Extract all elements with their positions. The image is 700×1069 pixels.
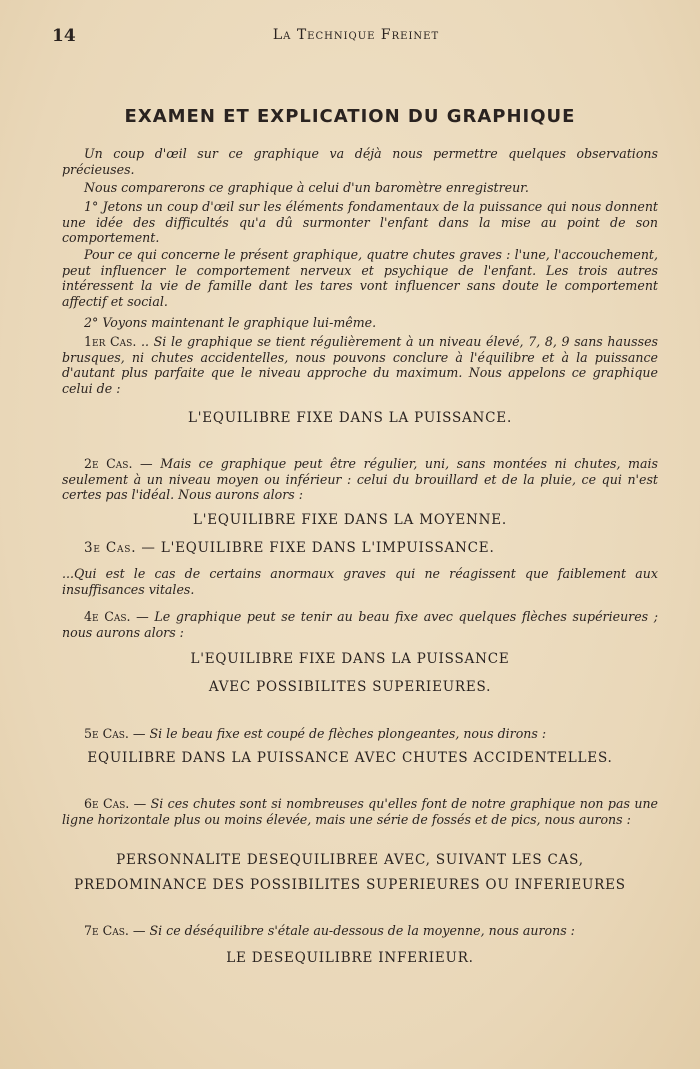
- page-number: 14: [52, 26, 76, 46]
- case-4-label: 4e Cas.: [84, 609, 131, 624]
- page-header: [52, 26, 660, 46]
- case-1-label: 1er Cas.: [84, 334, 137, 349]
- running-title: La Technique Freinet: [272, 27, 440, 43]
- case-2-result: L'EQUILIBRE FIXE DANS LA MOYENNE.: [192, 512, 508, 528]
- paragraph-2: Nous comparerons ce graphique à celui d'un baromètre enregistreur.: [84, 180, 529, 195]
- case-5-paragraph: [62, 726, 658, 742]
- paragraph-3: 1° Jetons un coup d'œil sur les éléments fondamentaux de la puissance qui nous donnent une idée des difficultés qu'a dû surmonter l'enfant dans la mise au point de son comportement.: [62, 199, 658, 245]
- paragraph-1: Un coup d'œil sur ce graphique va déjà nous permettre quelques observations précieuses.: [62, 146, 658, 177]
- paragraph-5: 2° Voyons maintenant le graphique lui-même.: [84, 315, 377, 330]
- section-title: EXAMEN ET EXPLICATION DU GRAPHIQUE: [124, 106, 576, 127]
- case-4-result-line-2: AVEC POSSIBILITES SUPERIEURES.: [208, 679, 492, 695]
- case-4-text: — Le graphique peut se tenir au beau fixe avec quelques flèches supérieures ; nous aurons alors :: [62, 609, 658, 640]
- case-5-text: — Si le beau fixe est coupé de flèches plongeantes, nous dirons :: [128, 726, 547, 741]
- case-2-text: — Mais ce graphique peut être régulier, uni, sans montées ni chutes, mais seulement à un niveau moyen ou inférieur : celui du brouillard et de la pluie, ce qui n'est certes pas l'idéal. Nous aurons alors :: [62, 456, 658, 502]
- case-7-result: LE DESEQUILIBRE INFERIEUR.: [226, 950, 474, 966]
- case-5-result: EQUILIBRE DANS LA PUISSANCE AVEC CHUTES ACCIDENTELLES.: [87, 750, 613, 766]
- case-1-text: .. Si le graphique se tient régulièrement à un niveau élevé, 7, 8, 9 sans hausses brusques, ni chutes accidentelles, nous pouvons conclure à l'équilibre et à la puissance d'autant plus parfaite que le niveau approche du maximum. Nous appelons ce graphique celui de :: [62, 334, 658, 396]
- case-6-result-line-2: PREDOMINANCE DES POSSIBILITES SUPERIEURES OU INFERIEURES: [74, 877, 626, 893]
- case-3-label: 3e Cas.: [84, 540, 137, 556]
- case-2-paragraph: [62, 456, 658, 503]
- case-3-line: [62, 540, 658, 556]
- case-2-label: 2e Cas.: [84, 456, 133, 471]
- case-7-label: 7e Cas.: [84, 923, 129, 938]
- case-6-text: — Si ces chutes sont si nombreuses qu'elles font de notre graphique non pas une ligne horizontale plus ou moins élevée, mais une série de fossés et de pics, nous aurons :: [62, 796, 659, 827]
- case-6-paragraph: [62, 796, 658, 827]
- case-4-result-line-1: L'EQUILIBRE FIXE DANS LA PUISSANCE: [190, 651, 510, 667]
- case-6-label: 6e Cas.: [84, 796, 130, 811]
- case-7-text: — Si ce déséquilibre s'étale au-dessous de la moyenne, nous aurons :: [128, 923, 575, 938]
- case-4-paragraph: [62, 609, 658, 640]
- case-3-text: ...Qui est le cas de certains anormaux graves qui ne réagissent que faiblement aux insuffisances vitales.: [62, 566, 658, 597]
- case-6-result-line-1: PERSONNALITE DESEQUILIBREE AVEC, SUIVANT LES CAS,: [116, 852, 584, 868]
- case-3-result: — L'EQUILIBRE FIXE DANS L'IMPUISSANCE.: [136, 540, 495, 556]
- case-7-paragraph: [62, 923, 658, 939]
- paragraph-4: Pour ce qui concerne le présent graphique, quatre chutes graves : l'une, l'accouchement, peut influencer le comportement nerveux et psychique de l'enfant. Les trois autres intéressent la vie de famille dant les tares vont influencer sans doute le comportement affectif et social.: [62, 247, 658, 309]
- case-5-label: 5e Cas.: [84, 726, 129, 741]
- case-1-paragraph: [62, 334, 658, 396]
- case-1-result: L'EQUILIBRE FIXE DANS LA PUISSANCE.: [187, 410, 513, 426]
